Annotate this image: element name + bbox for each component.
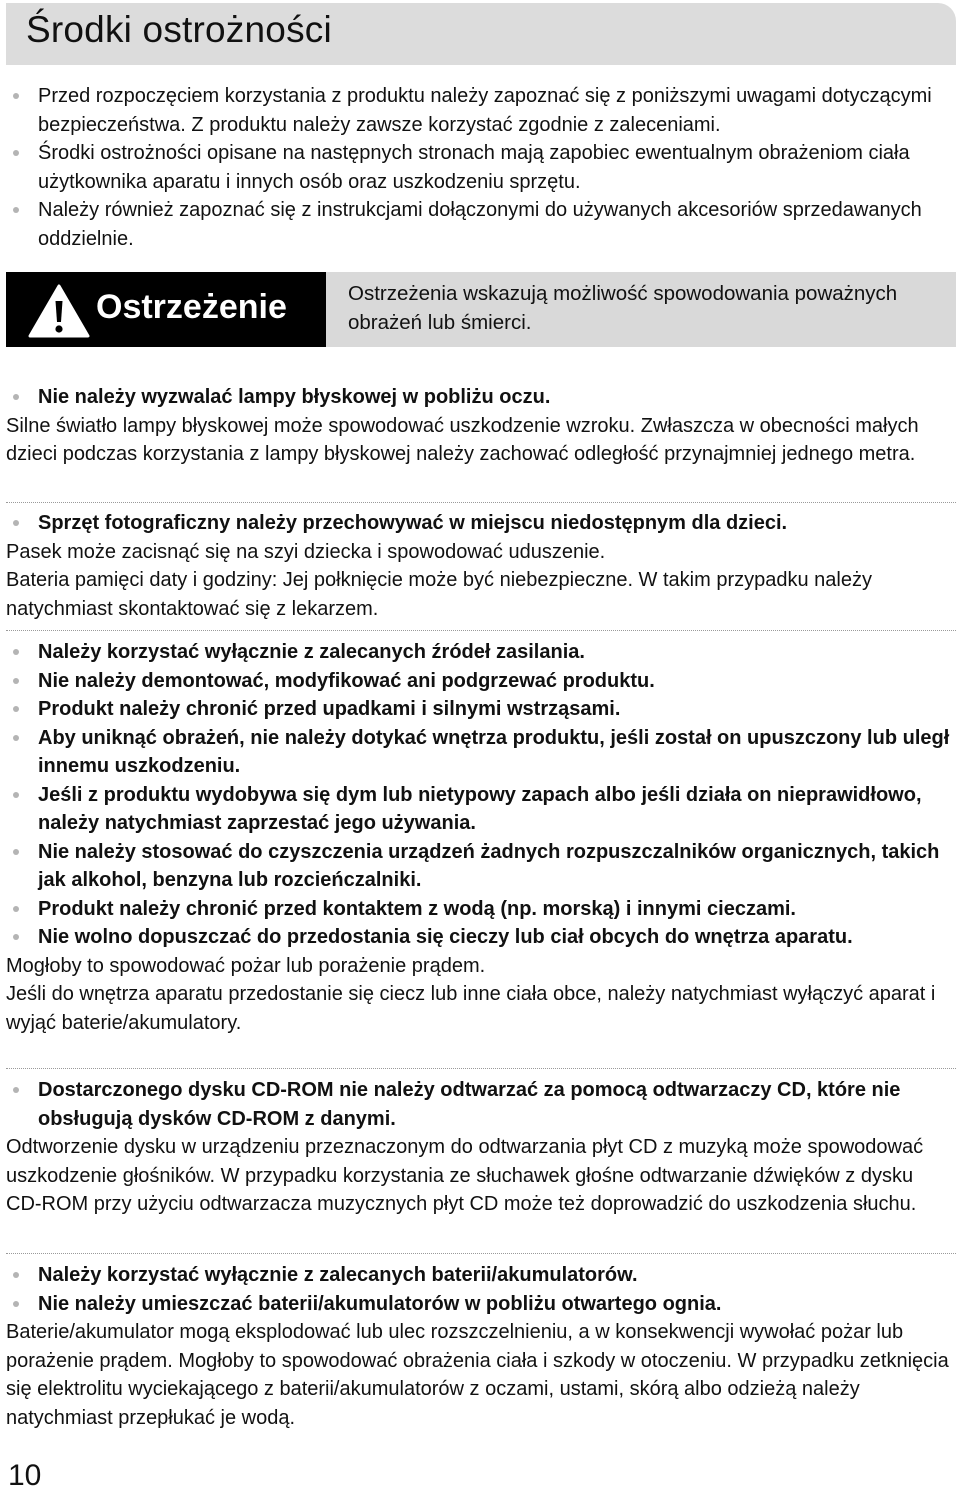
intro-item: Należy również zapoznać się z instrukcjami dołączonymi do używanych akcesoriów sprzedawanych oddzielnie.: [6, 196, 936, 253]
section-batteries: [6, 1261, 950, 1432]
bold-bullet: Jeśli z produktu wydobywa się dym lub nietypowy zapach albo jeśli działa on nieprawidłowo, należy natychmiast zaprzestać jego używania.: [6, 781, 950, 838]
section-children: [6, 509, 950, 623]
bold-bullet: Należy korzystać wyłącznie z zalecanych źródeł zasilania.: [6, 638, 950, 667]
bold-bullet: Produkt należy chronić przed upadkami i silnymi wstrząsami.: [6, 695, 950, 724]
page-title: Środki ostrożności: [26, 9, 332, 50]
warning-label: Ostrzeżenie: [96, 288, 287, 326]
warning-label-block: [6, 272, 326, 347]
section-text: Baterie/akumulator mogą eksplodować lub ulec rozszczelnieniu, a w konsekwencji wywołać pożar lub porażenie prądem. Mogłoby to spowodować obrażenia ciała i szkody w otoczeniu. W przypadku zetknięcia się elektrolitu wyciekającego z baterii/akumulatorów z oczami, ustami, skórą albo odzieżą należy natychmiast przepłukać je wodą.: [6, 1321, 949, 1429]
warning-box: [6, 272, 956, 347]
divider: [6, 630, 956, 631]
bold-bullet: Nie należy umieszczać baterii/akumulatorów w pobliżu otwartego ognia.: [6, 1290, 950, 1319]
warning-triangle-icon: [28, 284, 90, 338]
divider: [6, 1068, 956, 1069]
bold-bullet: Dostarczonego dysku CD-ROM nie należy odtwarzać za pomocą odtwarzaczy CD, które nie obsługują dysków CD-ROM z danymi.: [6, 1076, 950, 1133]
bold-bullet: Nie należy wyzwalać lampy błyskowej w pobliżu oczu.: [6, 383, 950, 412]
bold-bullet: Nie należy demontować, modyfikować ani podgrzewać produktu.: [6, 667, 950, 696]
intro-item: Środki ostrożności opisane na następnych stronach mają zapobiec ewentualnym obrażeniom ciała użytkownika aparatu i innych osób oraz uszkodzeniu sprzętu.: [6, 139, 936, 196]
intro-item: Przed rozpoczęciem korzystania z produktu należy zapoznać się z poniższymi uwagami dotyczącymi bezpieczeństwa. Z produktu należy zawsze korzystać zgodnie z zaleceniami.: [6, 82, 936, 139]
section-cdrom: [6, 1076, 950, 1219]
section-handling: [6, 638, 950, 1037]
bold-bullet: Sprzęt fotograficzny należy przechowywać w miejscu niedostępnym dla dzieci.: [6, 509, 950, 538]
section-text: Odtworzenie dysku w urządzeniu przeznaczonym do odtwarzania płyt CD z muzyką może spowodować uszkodzenie głośników. W przypadku korzystania ze słuchawek głośne odtwarzanie dźwięków z dysku CD-ROM przy użyciu odtwarzacza muzycznych płyt CD może też doprowadzić do uszkodzenia słuchu.: [6, 1136, 924, 1215]
section-text: Jeśli do wnętrza aparatu przedostanie się ciecz lub inne ciała obce, należy natychmiast wyłączyć aparat i wyjąć baterie/akumulatory.: [6, 983, 936, 1034]
bold-bullet: Należy korzystać wyłącznie z zalecanych baterii/akumulatorów.: [6, 1261, 950, 1290]
divider: [6, 502, 956, 503]
section-text: Silne światło lampy błyskowej może spowodować uszkodzenie wzroku. Zwłaszcza w obecności małych dzieci podczas korzystania z lampy błyskowej należy zachować odległość przynajmniej jednego metra.: [6, 414, 919, 465]
section-text: Bateria pamięci daty i godziny: Jej połknięcie może być niebezpieczne. W takim przypadku należy natychmiast skontaktować się z lekarzem.: [6, 569, 872, 620]
bold-bullet: Produkt należy chronić przed kontaktem z wodą (np. morską) i innymi cieczami.: [6, 895, 950, 924]
page-number: 10: [8, 1459, 42, 1492]
divider: [6, 1253, 956, 1254]
warning-description: Ostrzeżenia wskazują możliwość spowodowania poważnych obrażeń lub śmierci.: [348, 282, 898, 334]
section-text: Mogłoby to spowodować pożar lub porażenie prądem.: [6, 954, 486, 977]
section-text: Pasek może zacisnąć się na szyi dziecka i spowodować uduszenie.: [6, 540, 606, 563]
intro-list: [6, 82, 936, 253]
bold-bullet: Aby uniknąć obrażeń, nie należy dotykać wnętrza produktu, jeśli został on upuszczony lub uległ innemu uszkodzeniu.: [6, 724, 950, 781]
section-flash: [6, 383, 950, 469]
bold-bullet: Nie należy stosować do czyszczenia urządzeń żadnych rozpuszczalników organicznych, takich jak alkohol, benzyna lub rozcieńczalniki.: [6, 838, 950, 895]
bold-bullet: Nie wolno dopuszczać do przedostania się cieczy lub ciał obcych do wnętrza aparatu.: [6, 923, 950, 952]
